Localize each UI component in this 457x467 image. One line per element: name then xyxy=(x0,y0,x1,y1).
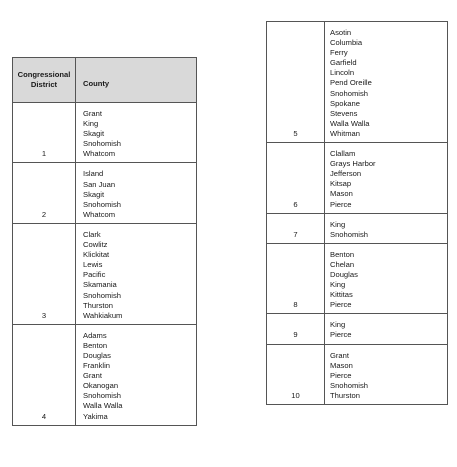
county-name: King xyxy=(330,320,346,330)
county-name: Whatcom xyxy=(83,149,116,159)
county-name: Thurston xyxy=(83,300,113,310)
county-name: Grant xyxy=(83,371,102,381)
table-row xyxy=(267,243,448,314)
table-row xyxy=(13,223,197,324)
county-name: Pierce xyxy=(330,300,352,310)
left-district-table xyxy=(12,57,197,426)
county-list xyxy=(76,324,197,425)
county-name: San Juan xyxy=(83,179,116,189)
county-name: Whitman xyxy=(330,128,360,138)
county-name: Kitsap xyxy=(330,179,352,189)
county-name: Whatcom xyxy=(83,209,116,219)
county-name: Douglas xyxy=(330,269,358,279)
district-number: 3 xyxy=(13,223,76,324)
county-name: Snohomish xyxy=(83,139,121,149)
county-name: Grays Harbor xyxy=(330,159,376,169)
county-name: Mason xyxy=(330,189,353,199)
county-name: Wahkiakum xyxy=(83,310,123,320)
table-row xyxy=(13,163,197,223)
county-name: Snohomish xyxy=(83,391,121,401)
county-name: Walla Walla xyxy=(83,401,123,411)
county-name: Garfield xyxy=(330,58,357,68)
left-table-body xyxy=(13,103,197,426)
county-list xyxy=(76,163,197,223)
table-row xyxy=(267,22,448,143)
table-row xyxy=(13,103,197,163)
district-number: 4 xyxy=(13,324,76,425)
county-name: Pierce xyxy=(330,199,352,209)
district-number: 1 xyxy=(13,103,76,163)
county-name: Snohomish xyxy=(83,199,121,209)
district-number: 9 xyxy=(267,314,325,344)
county-name: Grant xyxy=(330,350,349,360)
county-name: Benton xyxy=(83,340,108,350)
county-name: Snohomish xyxy=(330,229,368,239)
header-district: Congressional District xyxy=(13,58,76,103)
district-number: 2 xyxy=(13,163,76,223)
county-name: Island xyxy=(83,169,104,179)
county-name: Franklin xyxy=(83,361,111,371)
county-name: King xyxy=(330,219,346,229)
county-list xyxy=(76,103,197,163)
county-name: Chelan xyxy=(330,259,355,269)
county-name: Benton xyxy=(330,249,355,259)
county-name: Spokane xyxy=(330,98,360,108)
county-name: Ferry xyxy=(330,48,348,58)
county-name: Okanogan xyxy=(83,381,119,391)
district-number: 8 xyxy=(267,243,325,314)
county-name: Grant xyxy=(83,109,102,118)
table-row xyxy=(267,143,448,214)
district-number: 6 xyxy=(267,143,325,214)
county-name: Clark xyxy=(83,229,101,239)
county-name: Snohomish xyxy=(330,380,368,390)
county-name: Snohomish xyxy=(83,290,121,300)
right-district-table xyxy=(266,21,448,405)
county-name: Lincoln xyxy=(330,68,355,78)
county-name: Skamania xyxy=(83,280,117,290)
county-list xyxy=(325,213,448,243)
county-name: Pacific xyxy=(83,270,106,280)
county-name: Douglas xyxy=(83,350,111,360)
county-name: Walla Walla xyxy=(330,118,370,128)
district-number: 7 xyxy=(267,213,325,243)
header-county: County xyxy=(76,58,197,103)
county-name: Cowlitz xyxy=(83,240,108,250)
county-name: Snohomish xyxy=(330,88,368,98)
table-row xyxy=(267,213,448,243)
table-row xyxy=(267,344,448,404)
county-name: Thurston xyxy=(330,390,360,400)
county-name: Asotin xyxy=(330,28,352,37)
county-name: Columbia xyxy=(330,38,363,48)
county-name: Kittitas xyxy=(330,290,353,300)
right-table-body xyxy=(267,22,448,405)
county-name: Stevens xyxy=(330,108,358,118)
county-name: Pierce xyxy=(330,330,352,340)
header-row xyxy=(13,58,197,103)
county-name: Pend Oreille xyxy=(330,78,372,88)
county-list xyxy=(76,223,197,324)
county-name: King xyxy=(330,280,346,290)
county-name: Yakima xyxy=(83,411,108,421)
county-list xyxy=(325,243,448,314)
county-name: Skagit xyxy=(83,189,105,199)
county-name: Clallam xyxy=(330,149,356,159)
county-name: Jefferson xyxy=(330,169,362,179)
county-list xyxy=(325,22,448,143)
county-name: Skagit xyxy=(83,129,105,139)
district-number: 10 xyxy=(267,344,325,404)
county-list xyxy=(325,143,448,214)
county-name: Adams xyxy=(83,330,107,340)
county-name: Pierce xyxy=(330,370,352,380)
county-list xyxy=(325,314,448,344)
district-number: 5 xyxy=(267,22,325,143)
table-row xyxy=(267,314,448,344)
county-name: King xyxy=(83,119,99,129)
county-name: Mason xyxy=(330,360,353,370)
county-name: Klickitat xyxy=(83,250,110,260)
table-row xyxy=(13,324,197,425)
county-name: Lewis xyxy=(83,260,103,270)
county-list xyxy=(325,344,448,404)
